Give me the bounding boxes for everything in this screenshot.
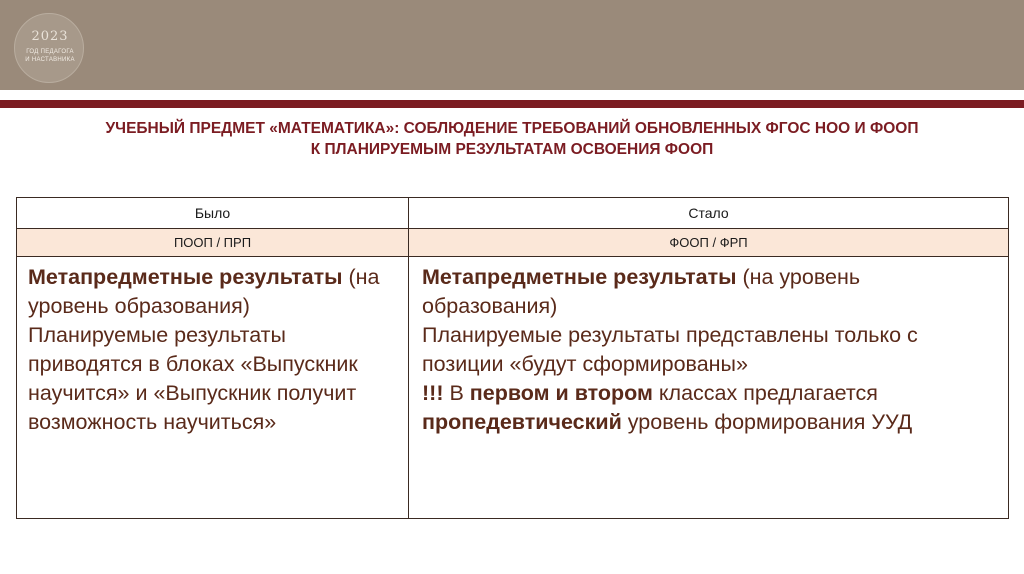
accent-band <box>0 100 1024 108</box>
subheader-after: ФООП / ФРП <box>409 229 1009 257</box>
header-before: Было <box>17 198 409 229</box>
slide-title-line1: УЧЕБНЫЙ ПРЕДМЕТ «МАТЕМАТИКА»: СОБЛЮДЕНИЕ ТРЕБОВАНИЙ ОБНОВЛЕННЫХ ФГОС НОО И ФООП <box>105 120 919 137</box>
before-paragraph-2: Планируемые результаты приводятся в блоках «Выпускник научится» и «Выпускник получит возможность научиться» <box>28 323 358 434</box>
comparison-table <box>16 197 1009 519</box>
banner-divider <box>0 90 1024 100</box>
first-second-grades: первом и втором <box>469 381 653 405</box>
before-cell <box>17 257 409 519</box>
logo-caption-line1: ГОД ПЕДАГОГА <box>26 49 74 55</box>
after-paragraph-2: Планируемые результаты представлены только с позиции «будут сформированы» <box>422 323 918 376</box>
after-paragraph-3 <box>422 379 998 437</box>
header-after: Стало <box>409 198 1009 229</box>
year-of-teacher-logo <box>14 13 84 83</box>
after-p3-text-1: В <box>443 381 470 405</box>
logo-caption-line2: И НАСТАВНИКА <box>25 57 75 63</box>
subheader-before: ПООП / ПРП <box>17 229 409 257</box>
logo-year: 2023 <box>31 29 69 44</box>
after-p3-text-3: уровень формирования УУД <box>621 410 913 434</box>
after-p3-text-2: классах предлагается <box>652 381 878 405</box>
after-cell <box>409 257 1009 519</box>
top-banner <box>0 0 1024 90</box>
after-metasubject-heading: Метапредметные результаты <box>422 265 737 289</box>
before-metasubject-heading: Метапредметные результаты <box>28 265 343 289</box>
before-metasubject-note: (на уровень образования) <box>28 265 380 318</box>
slide-title-line2: К ПЛАНИРУЕМЫМ РЕЗУЛЬТАТАМ ОСВОЕНИЯ ФООП <box>310 141 714 158</box>
before-paragraph-1 <box>28 263 398 321</box>
content-row <box>17 257 1009 519</box>
after-paragraph-1 <box>422 263 998 321</box>
subheader-row <box>17 229 1009 257</box>
slide-title <box>20 118 1004 160</box>
after-metasubject-note: (на уровень образования) <box>422 265 861 318</box>
propaedeutic-term: пропедевтический <box>422 410 622 434</box>
exclamation-mark: !!! <box>422 381 444 405</box>
header-row <box>17 198 1009 229</box>
